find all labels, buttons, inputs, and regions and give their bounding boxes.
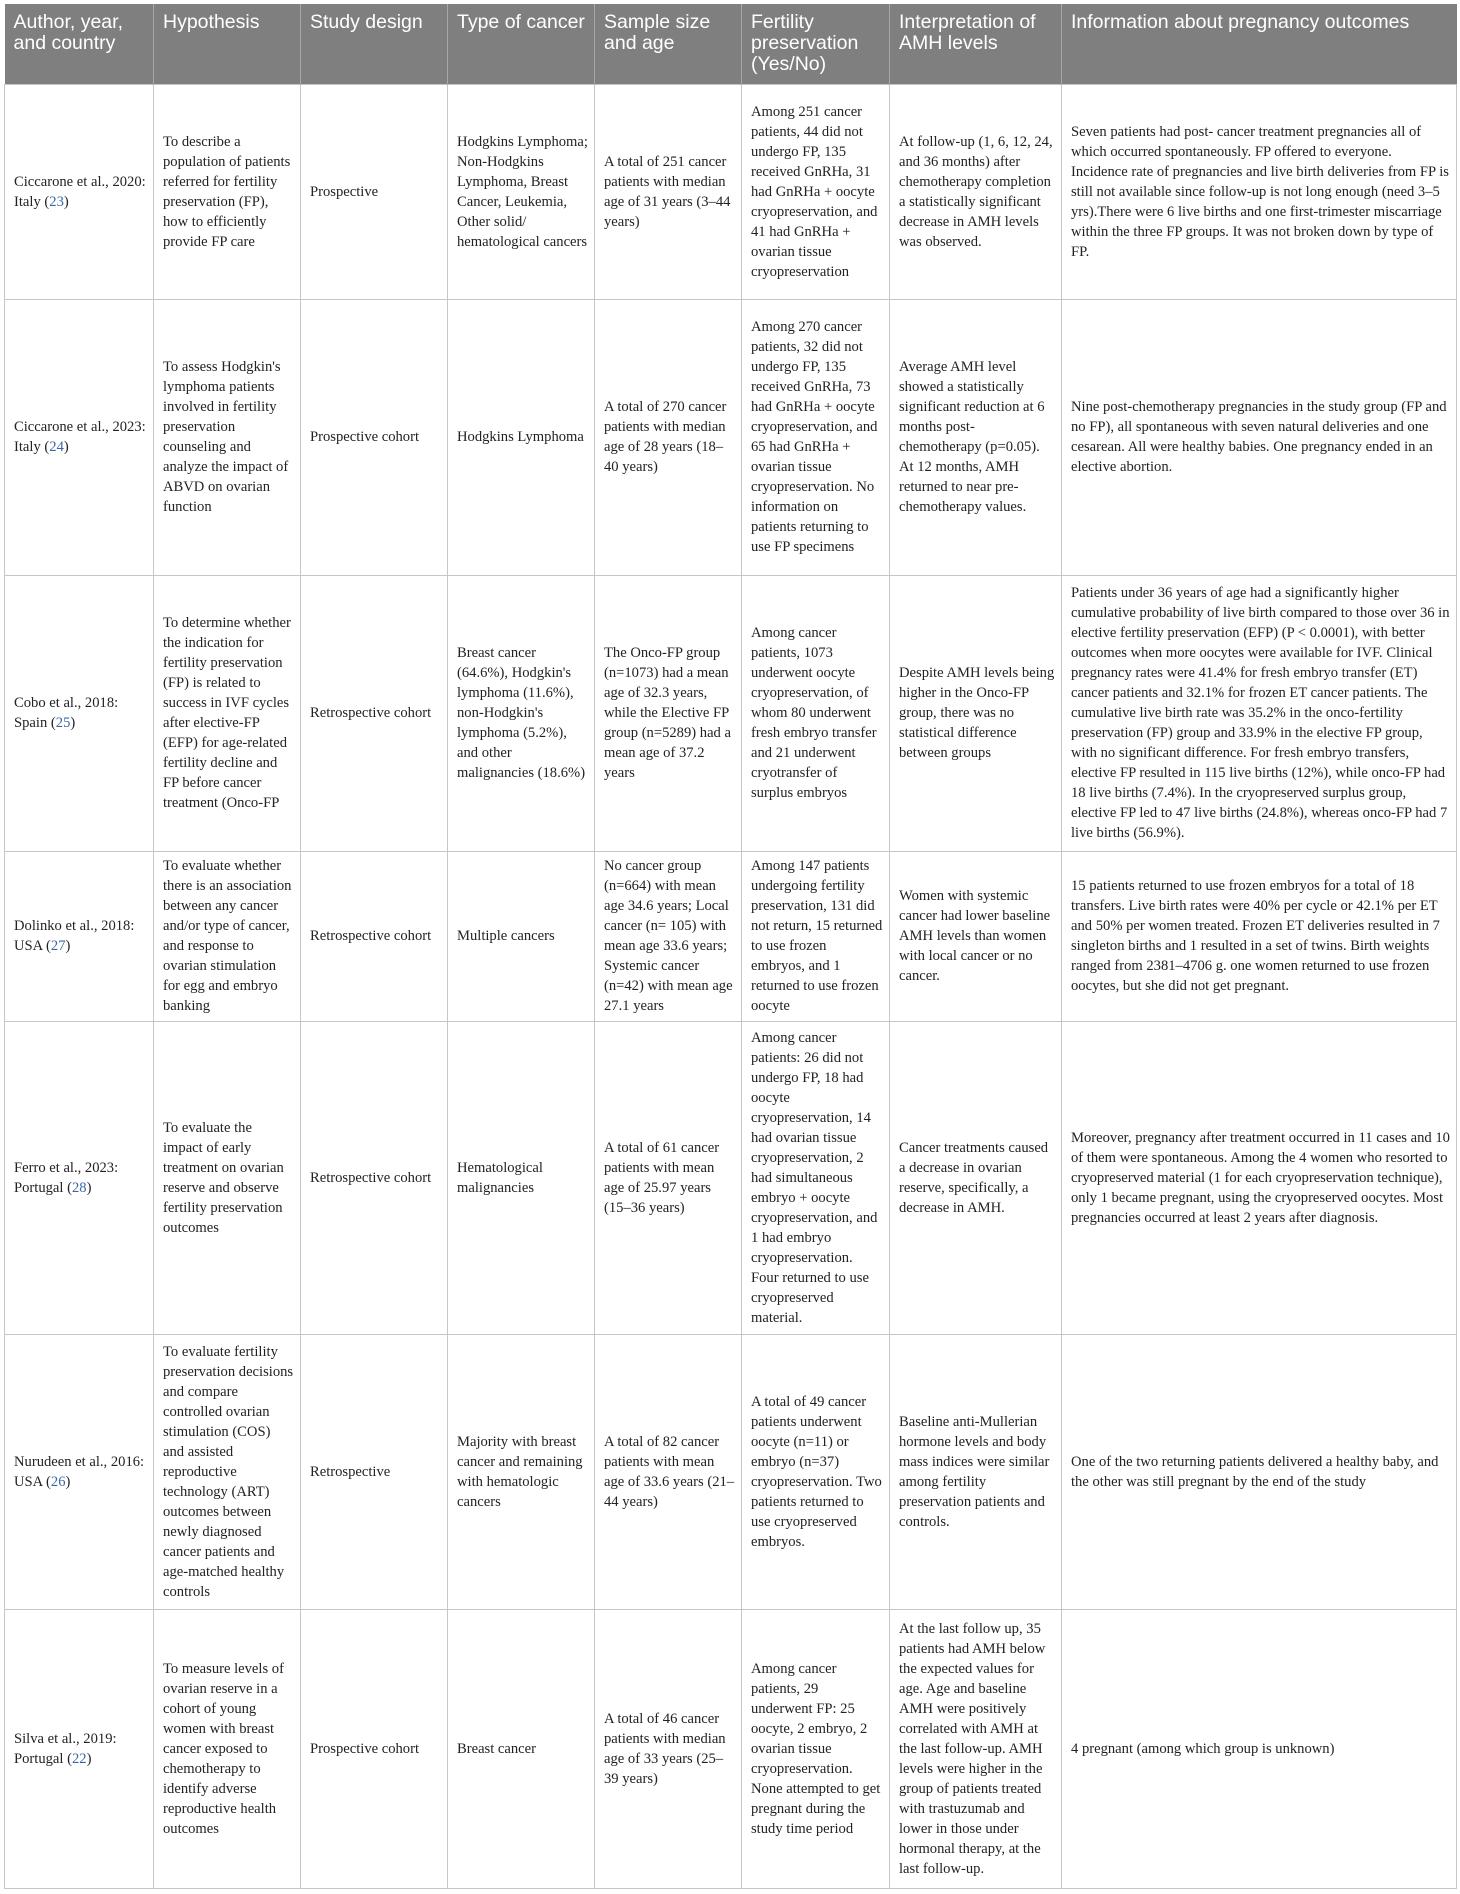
amh-cell: Women with systemic cancer had lower baseline AMH levels than women with local cancer or no cancer.	[890, 851, 1062, 1021]
table-row	[5, 84, 1457, 299]
author-cell	[5, 1609, 154, 1888]
outcomes-cell: Nine post-chemotherapy pregnancies in the study group (FP and no FP), all spontaneous with seven natural deliveries and one cesarean. All were healthy babies. One pregnancy ended in an elective abortion.	[1062, 299, 1457, 575]
author-text: Ciccarone et al., 2023: Italy (	[14, 419, 146, 455]
fp-cell: Among 270 cancer patients, 32 did not undergo FP, 135 received GnRHa, 73 had GnRHa + oocyte cryopreservation, and 65 had GnRHa + ovarian tissue cryopreservation. No information on patients returning to use FP specimens	[742, 299, 890, 575]
author-text: Dolinko et al., 2018: USA (	[14, 918, 135, 954]
hypothesis-cell: To assess Hodgkin's lymphoma patients involved in fertility preservation counseling and analyze the impact of ABVD on ovarian function	[154, 299, 301, 575]
table-row	[5, 299, 1457, 575]
table-row	[5, 1021, 1457, 1334]
author-paren: )	[63, 439, 69, 455]
sample-cell: The Onco-FP group (n=1073) had a mean age of 32.3 years, while the Elective FP group (n=5289) had a mean age of 37.2 years	[595, 575, 742, 851]
reference-link[interactable]: 28	[71, 1179, 87, 1196]
reference-link[interactable]: 26	[50, 1473, 66, 1490]
header-pregnancy-outcomes: Information about pregnancy outcomes	[1062, 4, 1457, 84]
author-paren: )	[63, 193, 69, 210]
hypothesis-cell: To determine whether the indication for fertility preservation (FP) is related to success in IVF cycles after elective-FP (EFP) for age-related fertility decline and FP before cancer treatment (Onco-FP	[154, 575, 301, 851]
header-fertility-preservation: Fertility preservation (Yes/No)	[742, 4, 890, 84]
outcomes-cell: Moreover, pregnancy after treatment occurred in 11 cases and 10 of them were spontaneous. Among the 4 women who resorted to cryopreserved material (1 for each cryopreservation technique), only 1 became pregnant, using the cryopreserved oocytes. Most pregnancies occurred at least 2 years after diagnosis.	[1062, 1021, 1457, 1334]
author-paren: )	[65, 1473, 71, 1490]
author-paren: )	[86, 1750, 92, 1767]
cancer-cell: Breast cancer (64.6%), Hodgkin's lymphoma (11.6%), non-Hodgkin's lymphoma (5.2%), and other malignancies (18.6%)	[448, 575, 595, 851]
author-text: Silva et al., 2019: Portugal (	[14, 1730, 117, 1767]
sample-cell: No cancer group (n=664) with mean age 34.6 years; Local cancer (n= 105) with mean age 33.6 years; Systemic cancer (n=42) with mean age 27.1 years	[595, 851, 742, 1021]
cancer-cell: Hodgkins Lymphoma; Non-Hodgkins Lymphoma, Breast Cancer, Leukemia, Other solid/ hematological cancers	[448, 84, 595, 299]
sample-cell: A total of 270 cancer patients with median age of 28 years (18–40 years)	[595, 299, 742, 575]
header-amh-levels: Interpretation of AMH levels	[890, 4, 1062, 84]
design-cell: Retrospective cohort	[301, 1021, 448, 1334]
header-row	[5, 4, 1457, 84]
author-text: Ciccarone et al., 2020: Italy (	[14, 173, 146, 210]
reference-link[interactable]: 22	[71, 1750, 87, 1767]
table-row	[5, 1609, 1457, 1888]
header-study-design: Study design	[301, 4, 448, 84]
author-cell	[5, 84, 154, 299]
amh-cell: Cancer treatments caused a decrease in ovarian reserve, specifically, a decrease in AMH.	[890, 1021, 1062, 1334]
hypothesis-cell: To evaluate whether there is an association between any cancer and/or type of cancer, and response to ovarian stimulation for egg and embryo banking	[154, 851, 301, 1021]
author-cell	[5, 299, 154, 575]
cancer-cell: Majority with breast cancer and remaining with hematologic cancers	[448, 1334, 595, 1609]
design-cell: Retrospective cohort	[301, 575, 448, 851]
reference-link[interactable]: 27	[50, 938, 66, 954]
author-paren: )	[70, 715, 76, 731]
cancer-cell: Multiple cancers	[448, 851, 595, 1021]
cancer-cell: Hematological malignancies	[448, 1021, 595, 1334]
author-cell	[5, 1021, 154, 1334]
outcomes-cell: 4 pregnant (among which group is unknown)	[1062, 1609, 1457, 1888]
author-paren: )	[65, 938, 71, 954]
sample-cell: A total of 61 cancer patients with mean age of 25.97 years (15–36 years)	[595, 1021, 742, 1334]
design-cell: Retrospective	[301, 1334, 448, 1609]
table-row	[5, 1334, 1457, 1609]
author-paren: )	[86, 1179, 92, 1196]
outcomes-cell: 15 patients returned to use frozen embryos for a total of 18 transfers. Live birth rates were 40% per cycle or 42.1% per ET and 50% per women treated. Frozen ET deliveries resulted in 7 singleton births and 1 resulted in a set of twins. Birth weights ranged from 2381–4706 g. one women returned to use frozen oocytes, but she did not get pregnant.	[1062, 851, 1457, 1021]
amh-cell: Baseline anti-Mullerian hormone levels and body mass indices were similar among fertility preservation patients and controls.	[890, 1334, 1062, 1609]
hypothesis-cell: To evaluate fertility preservation decisions and compare controlled ovarian stimulation (COS) and assisted reproductive technology (ART) outcomes between newly diagnosed cancer patients and age-matched healthy controls	[154, 1334, 301, 1609]
fp-cell: Among cancer patients: 26 did not undergo FP, 18 had oocyte cryopreservation, 14 had ovarian tissue cryopreservation, 2 had simultaneous embryo + oocyte cryopreservation, and 1 had embryo cryopreservation. Four returned to use cryopreserved material.	[742, 1021, 890, 1334]
design-cell: Prospective cohort	[301, 1609, 448, 1888]
outcomes-cell: Seven patients had post- cancer treatment pregnancies all of which occurred spontaneously. FP offered to everyone. Incidence rate of pregnancies and live birth deliveries from FP is still not available since follow-up is not long enough (need 3–5 yrs).There were 6 live births and one first-trimester miscarriage within the three FP groups. It was not broken down by type of FP.	[1062, 84, 1457, 299]
sample-cell: A total of 251 cancer patients with median age of 31 years (3–44 years)	[595, 84, 742, 299]
author-cell	[5, 1334, 154, 1609]
header-sample-size: Sample size and age	[595, 4, 742, 84]
outcomes-cell: One of the two returning patients delivered a healthy baby, and the other was still pregnant by the end of the study	[1062, 1334, 1457, 1609]
cancer-cell: Breast cancer	[448, 1609, 595, 1888]
table-row	[5, 575, 1457, 851]
amh-cell: At follow-up (1, 6, 12, 24, and 36 months) after chemotherapy completion a statistically significant decrease in AMH levels was observed.	[890, 84, 1062, 299]
design-cell: Retrospective cohort	[301, 851, 448, 1021]
reference-link[interactable]: 24	[49, 439, 64, 455]
fp-cell: Among cancer patients, 29 underwent FP: 25 oocyte, 2 embryo, 2 ovarian tissue cryopreservation. None attempted to get pregnant during the study time period	[742, 1609, 890, 1888]
author-text: Nurudeen et al., 2016: USA (	[14, 1453, 145, 1490]
amh-cell: At the last follow up, 35 patients had AMH below the expected values for age. Age and baseline AMH were positively correlated with AMH at the last follow-up. AMH levels were higher in the group of patients treated with trastuzumab and lower in those under hormonal therapy, at the last follow-up.	[890, 1609, 1062, 1888]
author-cell	[5, 575, 154, 851]
table-row	[5, 851, 1457, 1021]
reference-link[interactable]: 25	[55, 715, 71, 731]
header-author: Author, year, and country	[5, 4, 154, 84]
design-cell: Prospective cohort	[301, 299, 448, 575]
amh-cell: Despite AMH levels being higher in the Onco-FP group, there was no statistical difference between groups	[890, 575, 1062, 851]
reference-link[interactable]: 23	[49, 193, 64, 210]
sample-cell: A total of 82 cancer patients with mean age of 33.6 years (21–44 years)	[595, 1334, 742, 1609]
literature-table	[4, 4, 1457, 1889]
fp-cell: A total of 49 cancer patients underwent oocyte (n=11) or embryo (n=37) cryopreservation. Two patients returned to use cryopreserved embryos.	[742, 1334, 890, 1609]
hypothesis-cell: To evaluate the impact of early treatment on ovarian reserve and observe fertility preservation outcomes	[154, 1021, 301, 1334]
fp-cell: Among 147 patients undergoing fertility preservation, 131 did not return, 15 returned to use frozen embryos, and 1 returned to use frozen oocyte	[742, 851, 890, 1021]
header-hypothesis: Hypothesis	[154, 4, 301, 84]
hypothesis-cell: To describe a population of patients referred for fertility preservation (FP), how to efficiently provide FP care	[154, 84, 301, 299]
hypothesis-cell: To measure levels of ovarian reserve in a cohort of young women with breast cancer exposed to chemotherapy to identify adverse reproductive health outcomes	[154, 1609, 301, 1888]
cancer-cell: Hodgkins Lymphoma	[448, 299, 595, 575]
fp-cell: Among 251 cancer patients, 44 did not undergo FP, 135 received GnRHa, 31 had GnRHa + oocyte cryopreservation, and 41 had GnRHa + ovarian tissue cryopreservation	[742, 84, 890, 299]
author-text: Ferro et al., 2023: Portugal (	[14, 1159, 119, 1196]
design-cell: Prospective	[301, 84, 448, 299]
amh-cell: Average AMH level showed a statistically significant reduction at 6 months post-chemotherapy (p=0.05). At 12 months, AMH returned to near pre-chemotherapy values.	[890, 299, 1062, 575]
fp-cell: Among cancer patients, 1073 underwent oocyte cryopreservation, of whom 80 underwent fresh embryo transfer and 21 underwent cryotransfer of surplus embryos	[742, 575, 890, 851]
author-cell	[5, 851, 154, 1021]
sample-cell: A total of 46 cancer patients with median age of 33 years (25–39 years)	[595, 1609, 742, 1888]
header-type-of-cancer: Type of cancer	[448, 4, 595, 84]
outcomes-cell: Patients under 36 years of age had a significantly higher cumulative probability of live birth compared to those over 36 in elective fertility preservation (EFP) (P < 0.0001), with better outcomes when more oocytes were available for IVF. Clinical pregnancy rates were 41.4% for fresh embryo transfer (ET) cancer patients and 32.1% for frozen ET cancer patients. The cumulative live birth rate was 35.2% in the onco-fertility preservation (FP) group and 33.9% in the elective FP group, with no significant difference. For fresh embryo transfers, elective FP resulted in 115 live births (12%), while onco-FP had 18 live births (7.4%). In the cryopreserved surplus group, elective FP led to 47 live births (24.8%), whereas onco-FP had 7 live births (56.9%).	[1062, 575, 1457, 851]
author-text: Cobo et al., 2018: Spain (	[14, 695, 119, 731]
